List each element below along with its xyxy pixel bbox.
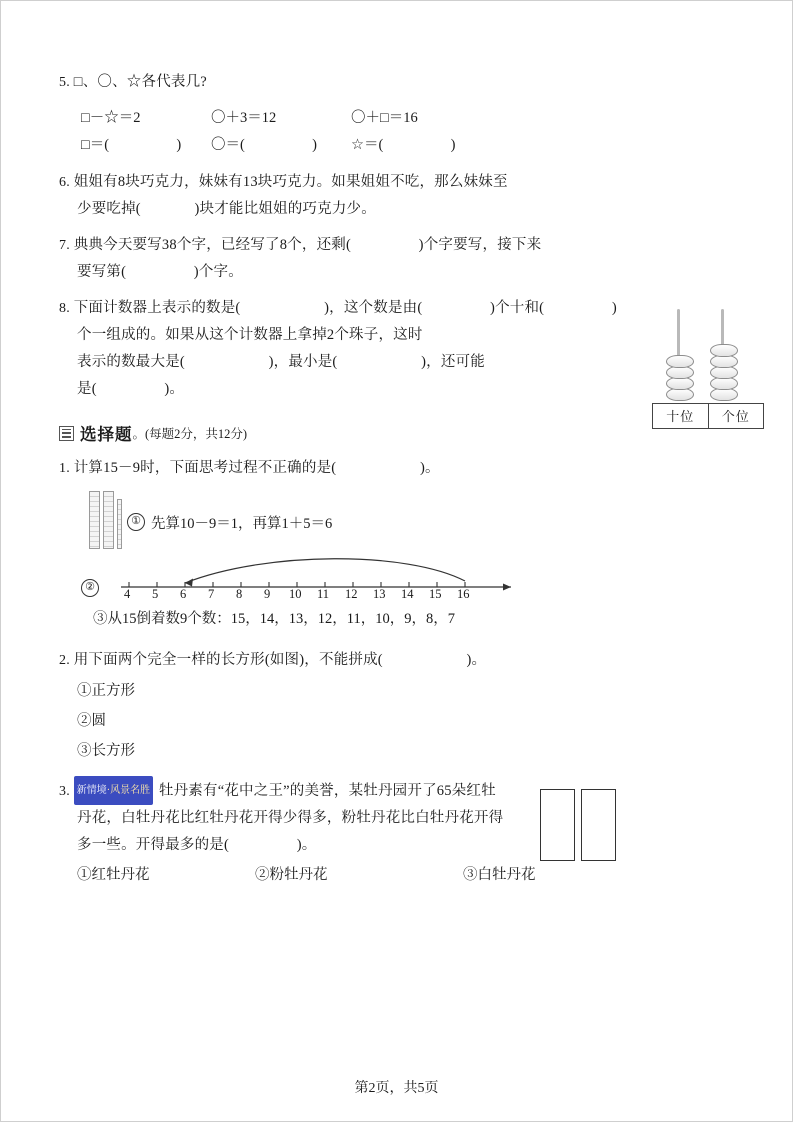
q5-ans1-label: □＝(	[81, 137, 110, 153]
choice-1-option-1[interactable]	[59, 491, 739, 553]
q5-ans3-close: )	[450, 137, 456, 153]
choice-2-option-3[interactable]: ③长方形	[77, 743, 135, 759]
choice-1-option-2[interactable]: ② 4 5 6 7 8 9 10 11 12 13 14 15 16	[59, 553, 739, 605]
q8-line4-b: )。	[164, 381, 185, 397]
option-3-marker: ③	[93, 611, 108, 627]
question-5-number: 5.	[59, 75, 70, 90]
q7-line1-pre: 典典今天要写38个字，已经写了8个，还剩(	[73, 237, 352, 253]
question-7-line2	[59, 259, 739, 286]
option-2-marker: ②	[81, 579, 99, 597]
q6-line2-pre: 少要吃掉(	[77, 201, 141, 217]
worksheet-content	[59, 69, 739, 889]
choice-1-stem-b: )。	[419, 460, 440, 476]
question-6-number: 6.	[59, 175, 70, 190]
rectangle-left	[540, 789, 575, 861]
choice-2-option-1[interactable]: ①正方形	[77, 683, 135, 699]
choice-3-line3	[59, 832, 739, 859]
q7-line1-post: )个字要写，接下来	[418, 237, 542, 253]
choice-2-number: 2.	[59, 653, 70, 668]
option-3-text: 从15倒着数9个数：15，14，13，12，11，10，9，8，7	[107, 611, 455, 627]
q5-ans2-close: )	[312, 137, 317, 153]
context-tag	[74, 776, 153, 805]
choice-2-option-2[interactable]: ②圆	[77, 713, 106, 729]
choice-1-number: 1.	[59, 461, 70, 476]
q8-line2: 个一组成的。如果从这个计数器上拿掉2个珠子，这时	[77, 327, 423, 343]
page-footer: 第2页，共5页	[354, 1081, 439, 1096]
q8-line1-b: )，这个数是由(	[324, 300, 423, 316]
counting-sticks-icon	[87, 491, 127, 553]
question-6-line2	[59, 196, 739, 223]
question-6	[59, 169, 739, 223]
choice-3-line3-a: 多一些。开得最多的是(	[77, 837, 230, 853]
q7-line2-pre: 要写第(	[77, 264, 127, 280]
abacus-rod-ones	[710, 309, 736, 401]
abacus-label-tens: 十位	[653, 404, 709, 428]
option-1-text: 先算10－9＝1，再算1＋5＝6	[151, 515, 333, 532]
context-tag-a: 新情境	[76, 785, 107, 796]
abacus-rods	[652, 309, 764, 401]
choice-2-stem-b: )。	[466, 652, 487, 668]
rectangle-right	[581, 789, 616, 861]
choice-3-option-3[interactable]: ③白牡丹花	[463, 867, 536, 883]
q7-line2-post: )个字。	[193, 264, 243, 280]
question-5	[59, 69, 739, 96]
question-8-number: 8.	[59, 301, 70, 316]
option-1-marker: ①	[127, 513, 145, 531]
q5-ans2-label: 〇＝(	[211, 137, 245, 153]
question-5-text: □、〇、☆各代表几?	[73, 74, 207, 90]
choice-question-3	[59, 776, 739, 859]
q8-line3	[59, 349, 739, 376]
q8-line3-b: )，最小是(	[268, 354, 338, 370]
q8-line1-d: )	[611, 300, 617, 316]
choice-3-option-1[interactable]: ①红牡丹花	[77, 867, 150, 883]
question-8	[59, 295, 739, 403]
q6-line2-post: )块才能比姐姐的巧克力少。	[194, 201, 376, 217]
question-7	[59, 232, 739, 286]
q5-eq-2: 〇＋3＝12	[211, 110, 277, 126]
question-6-line1: 姐姐有8块巧克力，妹妹有13块巧克力。如果姐姐不吃，那么妹妹至	[73, 174, 508, 190]
q8-line3-c: )，还可能	[421, 354, 485, 370]
section-heading-choice	[59, 421, 739, 445]
choice-3-line2: 丹花，白牡丹花比红牡丹花开得少得多，粉牡丹花比白牡丹花开得	[77, 810, 504, 826]
choice-question-1	[59, 455, 739, 482]
choice-2-stem-a: 用下面两个完全一样的长方形(如图)，不能拼成(	[73, 652, 383, 668]
choice-3-line3-b: )。	[296, 837, 317, 853]
abacus-place-labels	[652, 403, 764, 429]
choice-3-options	[59, 861, 739, 889]
question-7-number: 7.	[59, 238, 70, 253]
section-title: 选择题	[80, 425, 133, 444]
rectangles-figure	[540, 789, 616, 861]
q8-line3-a: 表示的数最大是(	[77, 354, 185, 370]
question-5-answers	[59, 132, 739, 159]
choice-3-option-2[interactable]: ②粉牡丹花	[255, 867, 328, 883]
choice-1-stem-a: 计算15－9时，下面思考过程不正确的是(	[73, 460, 337, 476]
choice-2-options	[59, 676, 739, 766]
q5-ans1-close: )	[176, 137, 182, 153]
question-5-equations	[59, 105, 739, 132]
abacus-figure	[652, 309, 770, 429]
list-icon	[59, 426, 74, 441]
choice-3-line1: 牡丹素有“花中之王”的美誉，某牡丹园开了65朵红牡	[158, 783, 496, 799]
choice-1-option-3[interactable]	[59, 605, 739, 633]
context-tag-b: ·风景名胜	[106, 785, 151, 796]
choice-3-number: 3.	[59, 784, 70, 799]
q8-line4-a: 是(	[77, 381, 97, 397]
q5-eq-3: 〇＋□＝16	[351, 110, 418, 126]
q8-line1-c: )个十和(	[490, 300, 545, 316]
q5-ans3-label: ☆＝(	[351, 137, 384, 153]
section-subtitle: 。(每题2分，共12分)	[132, 427, 248, 441]
q8-line1-a: 下面计数器上表示的数是(	[73, 300, 241, 316]
abacus-rod-tens	[666, 309, 692, 401]
q5-eq-1: □－☆＝2	[81, 110, 141, 126]
abacus-label-ones: 个位	[721, 409, 750, 424]
q8-line4	[59, 376, 739, 403]
choice-question-2	[59, 647, 739, 674]
